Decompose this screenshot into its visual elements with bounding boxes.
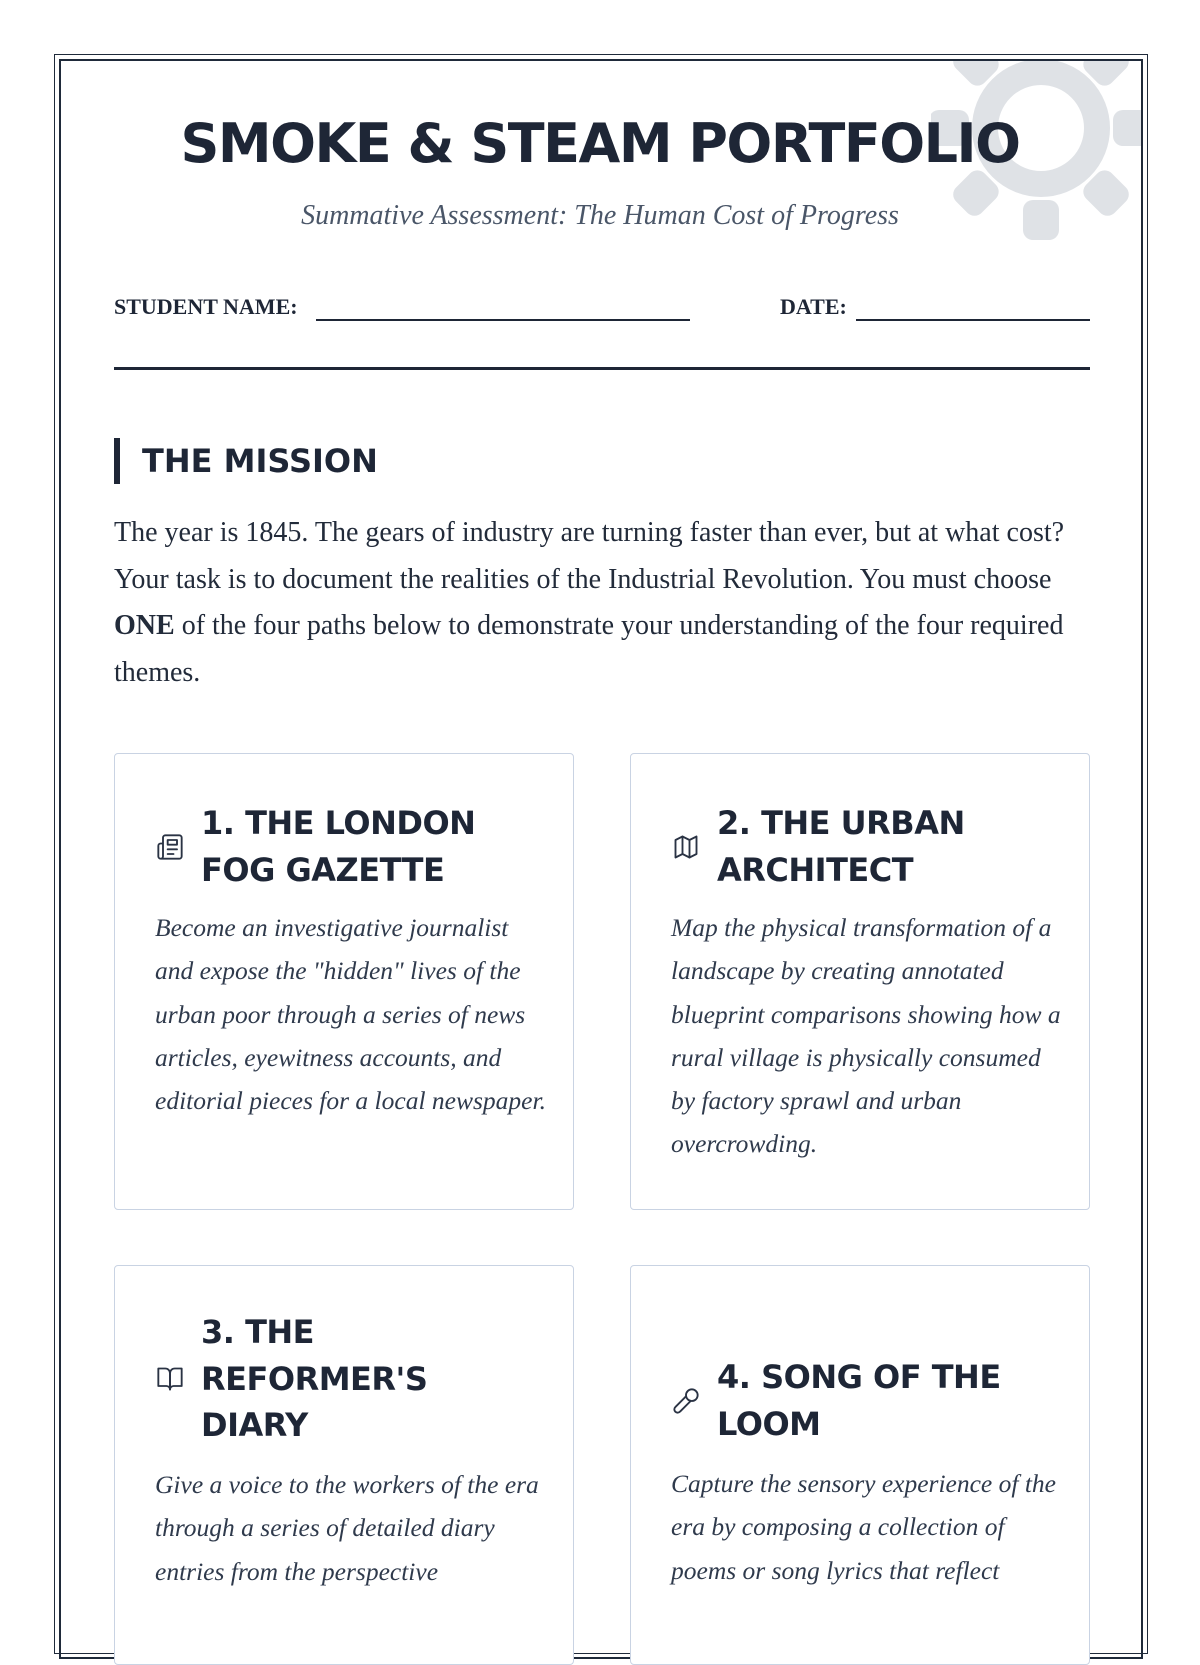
mission-emphasis: ONE xyxy=(114,610,175,641)
student-name-field[interactable] xyxy=(316,319,690,321)
date-field[interactable] xyxy=(856,319,1090,321)
map-icon xyxy=(671,832,701,862)
path-description: Capture the sensory experience of the era by composing a collection of poems or song lyrics that reflect xyxy=(671,1469,1056,1585)
path-description: Give a voice to the workers of the era through a series of detailed diary entries from the perspective xyxy=(155,1470,539,1586)
mission-heading: THE MISSION xyxy=(114,438,378,484)
path-title: 3. THE REFORMER'S DIARY xyxy=(201,1313,428,1444)
page-subtitle: Summative Assessment: The Human Cost of Progress xyxy=(301,200,899,231)
mission-text: The year is 1845. The gears of industry are turning faster than ever, but at what cost? Your task is to document the realities of the Industrial Revolution. You must choose ONE of the four paths below to demonstrate your understanding of the four required themes. xyxy=(114,517,1065,688)
open-book-icon xyxy=(155,1364,185,1394)
student-name-label: STUDENT NAME: xyxy=(114,294,298,319)
path-card-map[interactable] xyxy=(630,753,1090,1210)
path-card-newspaper[interactable] xyxy=(114,753,574,1210)
path-description: Become an investigative journalist and expose the "hidden" lives of the urban poor through a series of news articles, eyewitness accounts, and editorial pieces for a local newspaper. xyxy=(155,913,546,1116)
path-description: Map the physical transformation of a landscape by creating annotated blueprint comparisons showing how a rural village is physically consumed by factory sprawl and urban overcrowding. xyxy=(671,913,1061,1159)
page-title: SMOKE & STEAM PORTFOLIO xyxy=(180,112,1020,175)
path-title: 2. THE URBAN ARCHITECT xyxy=(717,804,965,889)
microphone-icon xyxy=(671,1386,701,1416)
path-card-song[interactable] xyxy=(630,1265,1090,1665)
path-title: 4. SONG OF THE LOOM xyxy=(717,1358,1001,1443)
date-label: DATE: xyxy=(780,294,847,319)
path-card-diary[interactable] xyxy=(114,1265,574,1665)
path-title: 1. THE LONDON FOG GAZETTE xyxy=(201,804,476,889)
newspaper-icon xyxy=(155,832,185,862)
header-divider xyxy=(114,367,1090,370)
